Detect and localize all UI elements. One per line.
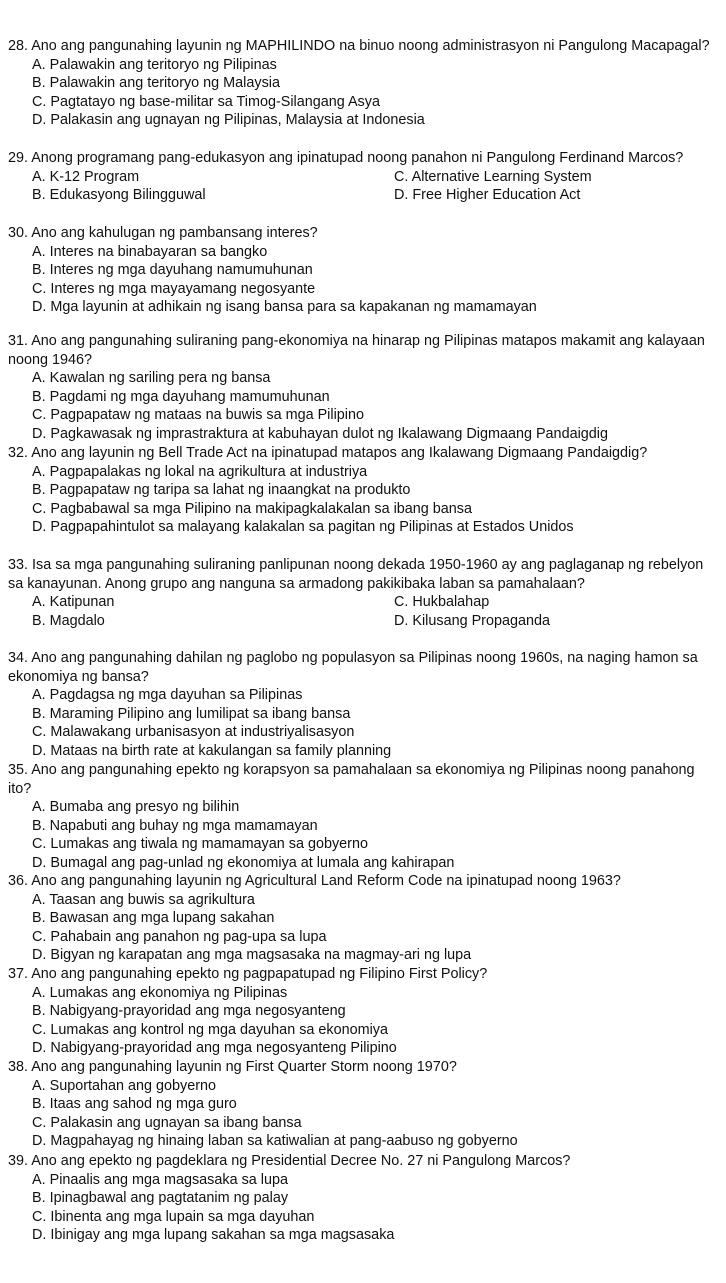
option-b: B. Ipinagbawal ang pagtatanim ng palay	[32, 1190, 289, 1207]
question-35	[8, 761, 720, 873]
option-a: A. K-12 Program	[32, 168, 140, 185]
option-b: B. Interes ng mga dayuhang namumuhunan	[32, 262, 313, 279]
option-b: B. Magdalo	[32, 612, 105, 629]
option-a: A. Katipunan	[32, 594, 115, 611]
option-c: C. Malawakang urbanisasyon at industriyalisasyon	[32, 724, 355, 741]
question-30	[8, 224, 720, 317]
option-a: A. Palawakin ang teritoryo ng Pilipinas	[32, 56, 277, 73]
option-c: C. Hukbalahap	[394, 594, 490, 611]
option-d: D. Mga layunin at adhikain ng isang bansa para sa kapakanan ng mamamayan	[32, 299, 537, 316]
question-text: 35. Ano ang pangunahing epekto ng korapsyon sa pamahalaan sa ekonomiya ng Pilipinas noong panahong ito?	[8, 762, 695, 797]
question-text: 30. Ano ang kahulugan ng pambansang interes?	[8, 225, 318, 241]
question-39	[8, 1152, 720, 1245]
question-33	[8, 556, 720, 630]
question-text: 33. Isa sa mga pangunahing suliraning panlipunan noong dekada 1950-1960 ay ang paglaganap ng rebelyon sa kanayunan. Anong grupo ang nanguna sa armadong pakikibaka laban sa pamahalaan?	[8, 557, 704, 592]
question-37	[8, 965, 720, 1058]
question-28	[8, 37, 720, 130]
question-32	[8, 444, 720, 537]
option-d: D. Bigyan ng karapatan ang mga magsasaka na magmay-ari ng lupa	[32, 947, 472, 964]
question-38	[8, 1058, 720, 1151]
option-b: B. Palawakin ang teritoryo ng Malaysia	[32, 75, 280, 92]
option-a: A. Suportahan ang gobyerno	[32, 1077, 217, 1094]
option-d: D. Kilusang Propaganda	[394, 612, 551, 629]
option-a: A. Pagpapalakas ng lokal na agrikultura at industriya	[32, 463, 368, 480]
question-text: 37. Ano ang pangunahing epekto ng pagpapatupad ng Filipino First Policy?	[8, 966, 488, 982]
option-b: B. Pagpapataw ng taripa sa lahat ng inaangkat na produkto	[32, 482, 411, 499]
option-c: C. Pagpapataw ng mataas na buwis sa mga Pilipino	[32, 407, 364, 424]
question-text: 31. Ano ang pangunahing suliraning pang-ekonomiya na hinarap ng Pilipinas matapos makamit ang kalayaan noong 1946?	[8, 333, 705, 368]
option-c: C. Pagtatayo ng base-militar sa Timog-Silangang Asya	[32, 93, 380, 110]
option-c: C. Alternative Learning System	[394, 168, 592, 185]
option-a: A. Interes na binabayaran sa bangko	[32, 243, 268, 260]
option-c: C. Palakasin ang ugnayan sa ibang bansa	[32, 1114, 302, 1131]
option-b: B. Itaas ang sahod ng mga guro	[32, 1096, 237, 1113]
option-a: A. Lumakas ang ekonomiya ng Pilipinas	[32, 984, 288, 1001]
question-text: 38. Ano ang pangunahing layunin ng First Quarter Storm noong 1970?	[8, 1059, 457, 1075]
question-text: 34. Ano ang pangunahing dahilan ng paglobo ng populasyon sa Pilipinas noong 1960s, na naging hamon sa ekonomiya ng bansa?	[8, 650, 698, 685]
option-c: C. Pagbabawal sa mga Pilipino na makipagkalakalan sa ibang bansa	[32, 500, 472, 517]
option-c: C. Lumakas ang tiwala ng mamamayan sa gobyerno	[32, 836, 368, 853]
option-c: C. Interes ng mga mayayamang negosyante	[32, 280, 316, 297]
option-d: D. Palakasin ang ugnayan ng Pilipinas, Malaysia at Indonesia	[32, 112, 425, 129]
options-grid	[8, 593, 720, 630]
option-a: A. Bumaba ang presyo ng bilihin	[32, 799, 240, 816]
option-d: D. Mataas na birth rate at kakulangan sa family planning	[32, 742, 392, 759]
option-a: A. Pagdagsa ng mga dayuhan sa Pilipinas	[32, 687, 303, 704]
option-c: C. Lumakas ang kontrol ng mga dayuhan sa ekonomiya	[32, 1021, 388, 1038]
question-text: 29. Anong programang pang-edukasyon ang ipinatupad noong panahon ni Pangulong Ferdinand Marcos?	[8, 150, 684, 166]
option-d: D. Nabigyang-prayoridad ang mga negosyanteng Pilipino	[32, 1040, 397, 1057]
option-d: D. Magpahayag ng hinaing laban sa katiwalian at pang-aabuso ng gobyerno	[32, 1133, 518, 1150]
option-a: A. Kawalan ng sariling pera ng bansa	[32, 370, 271, 387]
option-c: C. Ibinenta ang mga lupain sa mga dayuhan	[32, 1208, 315, 1225]
option-a: A. Pinaalis ang mga magsasaka sa lupa	[32, 1171, 288, 1188]
question-text: 36. Ano ang pangunahing layunin ng Agricultural Land Reform Code na ipinatupad noong 1963?	[8, 873, 621, 889]
option-d: D. Bumagal ang pag-unlad ng ekonomiya at lumala ang kahirapan	[32, 854, 455, 871]
option-a: A. Taasan ang buwis sa agrikultura	[32, 891, 255, 908]
question-text: 39. Ano ang epekto ng pagdeklara ng Presidential Decree No. 27 ni Pangulong Marcos?	[8, 1153, 571, 1169]
question-text: 28. Ano ang pangunahing layunin ng MAPHILINDO na binuo noong administrasyon ni Pangulong Macapagal?	[8, 38, 710, 54]
option-b: B. Pagdami ng mga dayuhang mamumuhunan	[32, 388, 330, 405]
question-31	[8, 332, 720, 444]
option-b: B. Bawasan ang mga lupang sakahan	[32, 910, 275, 927]
options-grid	[8, 168, 720, 205]
option-d: D. Ibinigay ang mga lupang sakahan sa mga magsasaka	[32, 1227, 395, 1244]
option-b: B. Maraming Pilipino ang lumilipat sa ibang bansa	[32, 705, 351, 722]
question-34	[8, 649, 720, 761]
question-36	[8, 872, 720, 965]
option-d: D. Pagkawasak ng imprastraktura at kabuhayan dulot ng Ikalawang Digmaang Pandaigdig	[32, 425, 608, 442]
option-b: B. Nabigyang-prayoridad ang mga negosyanteng	[32, 1003, 346, 1020]
option-d: D. Pagpapahintulot sa malayang kalakalan sa pagitan ng Pilipinas at Estados Unidos	[32, 519, 574, 536]
option-d: D. Free Higher Education Act	[394, 187, 581, 204]
option-b: B. Edukasyong Bilingguwal	[32, 187, 206, 204]
option-c: C. Pahabain ang panahon ng pag-upa sa lupa	[32, 928, 327, 945]
option-b: B. Napabuti ang buhay ng mga mamamayan	[32, 817, 318, 834]
question-text: 32. Ano ang layunin ng Bell Trade Act na ipinatupad matapos ang Ikalawang Digmaang Pandaigdig?	[8, 445, 648, 461]
question-29	[8, 149, 720, 205]
